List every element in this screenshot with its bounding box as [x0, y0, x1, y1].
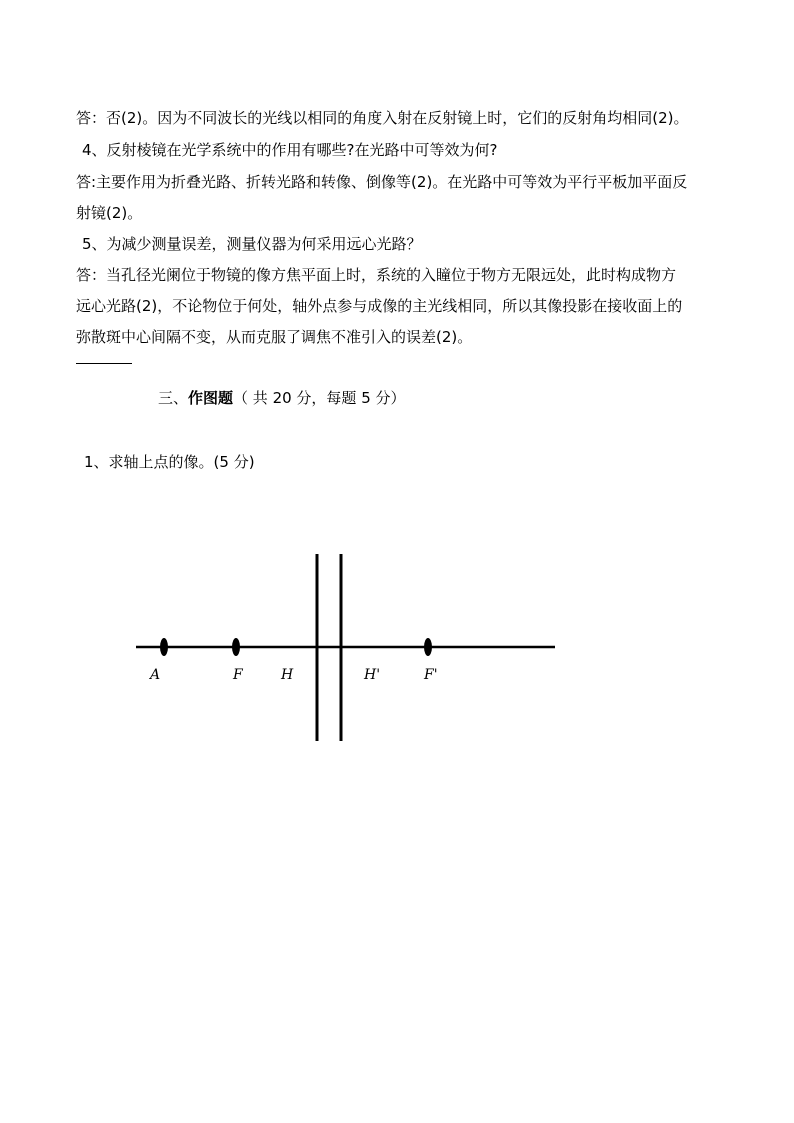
- label-h: H: [281, 667, 294, 683]
- answer-5-line-3: 弥散斑中心间隔不变，从而克服了调焦不准引入的误差(2)。: [76, 328, 473, 346]
- label-f: F: [233, 667, 243, 683]
- answer-5-line-1: 答：当孔径光阑位于物镜的像方焦平面上时，系统的入瞳位于物方无限远处，此时构成物方: [76, 266, 677, 284]
- question-4: 4、反射棱镜在光学系统中的作用有哪些?在光路中可等效为何?: [82, 141, 498, 159]
- label-a: A: [150, 667, 161, 683]
- answer-4-line-1: 答:主要作用为折叠光路、折转光路和转像、倒像等(2)。在光路中可等效为平行平板加平面反: [76, 173, 688, 191]
- answer-4-line-2: 射镜(2)。: [76, 204, 143, 222]
- label-h-prime: H': [364, 667, 381, 683]
- drawing-question-1: 1、求轴上点的像。(5 分): [84, 453, 255, 471]
- question-5: 5、为减少测量误差，测量仪器为何采用远心光路？: [82, 235, 422, 253]
- label-f-prime: F': [424, 667, 438, 683]
- section-3-number: 三、: [158, 389, 189, 407]
- point-f-prime-marker: [424, 638, 432, 656]
- point-a-marker: [160, 638, 168, 656]
- answer-3-line: 答：否(2)。因为不同波长的光线以相同的角度入射在反射镜上时，它们的反射角均相同(2)。: [76, 109, 689, 127]
- answer-5-line-2: 远心光路(2)，不论物位于何处，轴外点参与成像的主光线相同，所以其像投影在接收面上的: [76, 297, 683, 315]
- point-f-marker: [232, 638, 240, 656]
- section-3-name: 作图题: [188, 389, 234, 407]
- section-3-points: （ 共 20 分，每题 5 分）: [233, 389, 406, 407]
